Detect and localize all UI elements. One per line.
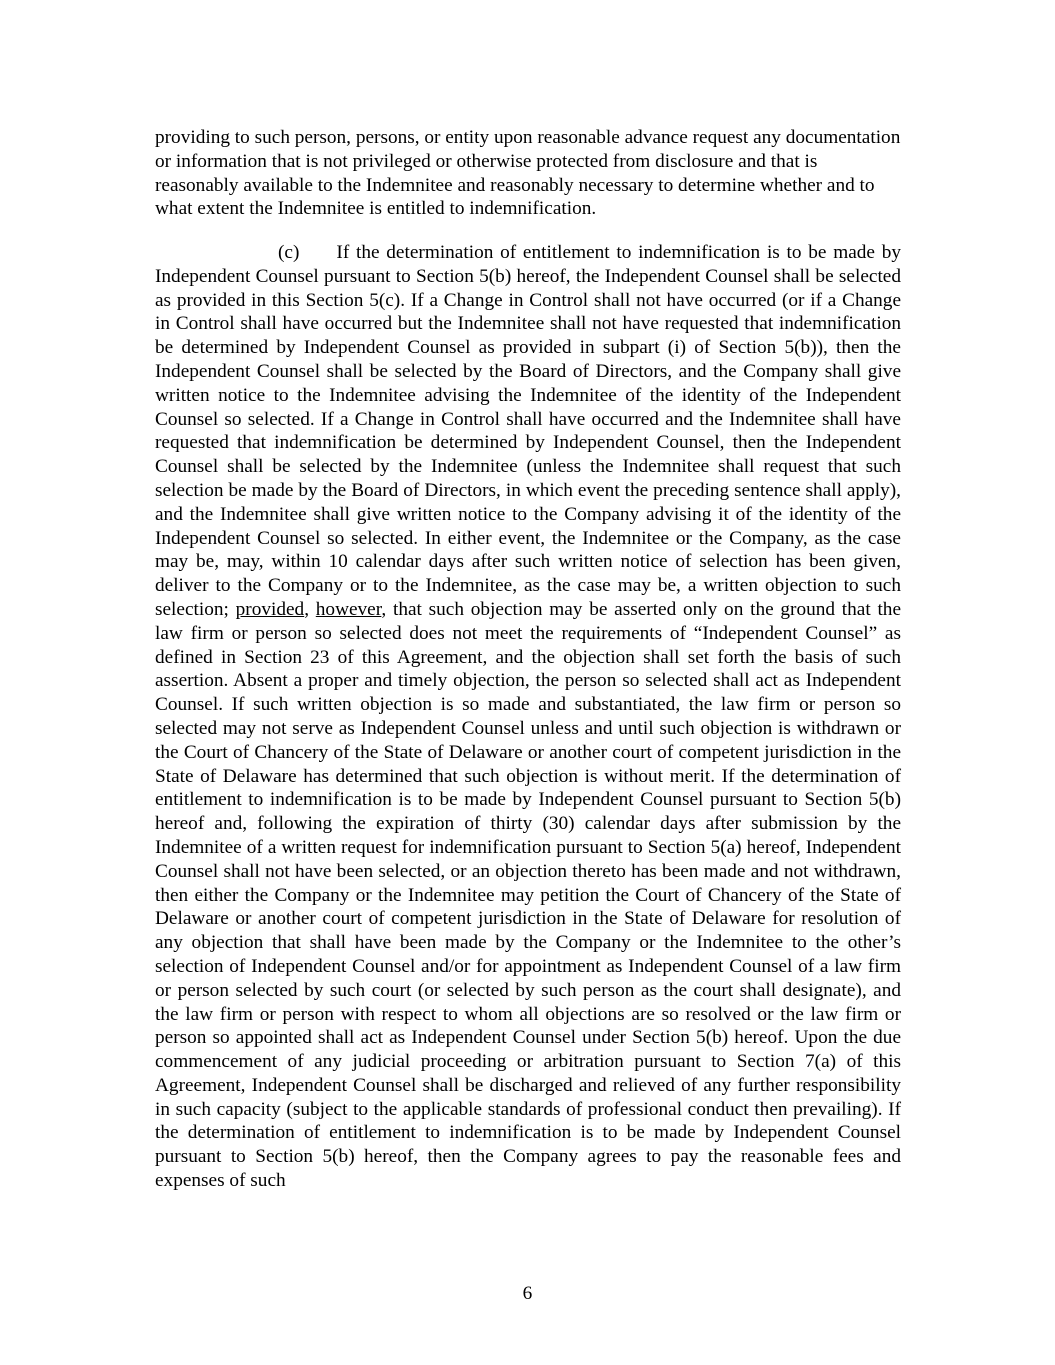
provided-term: provided <box>235 598 305 620</box>
section-5c-text-part2: that such objection may be asserted only on the ground that the law firm or person so selected does not meet the requirements of “Independent Counsel” as defined in Section 23 of this Agreement, and the objection shall set forth the basis of such assertion. Absent a proper and timely objection, the person so selected shall act as Independent Counsel. If such written objection is so made and substantiated, the law firm or person so selected may not serve as Independent Counsel unless and until such objection is withdrawn or the Court of Chancery of the State of Delaware or another court of competent jurisdiction in the State of Delaware has determined that such objection is without merit. If the determination of entitlement to indemnification is to be made by Independent Counsel pursuant to Section 5(b) hereof and, following the expiration of thirty (30) calendar days after submission by the Indemnitee of a written request for indemnification pursuant to Section 5(a) hereof, Independent Counsel shall not have been selected, or an objection thereto has been made and not withdrawn, then either the Company or the Indemnitee may petition the Court of Chancery of the State of Delaware or another court of competent jurisdiction in the State of Delaware for resolution of any objection that shall have been made by the Company or the Indemnitee to the other’s selection of Independent Counsel and/or for appointment as Independent Counsel of a law firm or person selected by such court (or selected by such person as the court shall designate), and the law firm or person with respect to whom all objections are so resolved or the law firm or person so appointed shall act as Independent Counsel under Section 5(b) hereof. Upon the due commencement of any judicial proceeding or arbitration pursuant to Section 7(a) of this Agreement, Independent Counsel shall be discharged and relieved of any further responsibility in such capacity (subject to the applicable standards of professional conduct then prevailing). If the determination of entitlement to indemnification is to be made by Independent Counsel pursuant to Section 5(b) hereof, then the Company agrees to pay the reasonable fees and expenses of such <box>155 598 902 1192</box>
section-label: (c) <box>278 242 300 263</box>
paragraph-continuation: providing to such person, persons, or entity upon reasonable advance request any documentation or information that is not privileged or otherwise protected from disclosure and that is reasonably available to the Indemnitee and reasonably necessary to determine whether and to what extent the Indemnitee is entitled to indemnification. <box>155 127 901 220</box>
section-5c-text-part1: If the determination of entitlement to indemnification is to be made by Independent Counsel pursuant to Section 5(b) hereof, the Independent Counsel shall be selected as provided in this Section 5(c). If a Change in Control shall not have occurred (or if a Change in Control shall have occurred but the Indemnitee shall not have requested that indemnification be determined by Independent Counsel as provided in subpart (i) of Section 5(b)), then the Independent Counsel shall be selected by the Board of Directors, and the Company shall give written notice to the Indemnitee advising the Indemnitee of the identity of the Independent Counsel so selected. If a Change in Control shall have occurred and the Indemnitee shall have requested that indemnification be determined by Independent Counsel, then the Independent Counsel shall be selected by the Indemnitee (unless the Indemnitee shall request that such selection be made by the Board of Directors, in which event the preceding sentence shall apply), and the Indemnitee shall give written notice to the Company advising it of the identity of the Independent Counsel so selected. In either event, the Indemnitee or the Company, as the case may be, may, within 10 calendar days after such written notice of selection has been given, deliver to the Company or to the Indemnitee, as the case may be, a written objection to such selection; <box>155 242 901 620</box>
page-number: 6 <box>522 1283 533 1304</box>
however-term: however <box>315 598 382 620</box>
paragraph-section-5c: (c) If the determination of entitlement to indemnification is to be made by Independent Counsel pursuant to Section 5(b) hereof, the Independent Counsel shall be selected as provided in this Section 5(c). If a Change in Control shall not have occurred (or if a Change in Control shall have occurred but the Indemnitee shall not have requested that indemnification be determined by Independent Counsel as provided in subpart (i) of Section 5(b)), then the Independent Counsel shall be selected by the Board of Directors, and the Company shall give written notice to the Indemnitee advising the Indemnitee of the identity of the Independent Counsel so selected. If a Change in Control shall have occurred and the Indemnitee shall have requested that indemnification be determined by Independent Counsel, then the Independent Counsel shall be selected by the Indemnitee (unless the Indemnitee shall request that such selection be made by the Board of Directors, in which event the preceding sentence shall apply), and the Indemnitee shall give written notice to the Company advising it of the identity of the Independent Counsel so selected. In either event, the Indemnitee or the Company, as the case may be, may, within 10 calendar days after such written notice of selection has been given, deliver to the Company or to the Indemnitee, as the case may be, a written objection to such selection; provided, however, that such objection may be asserted only on the ground that the law firm or person so selected does not meet the requirements of “Independent Counsel” as defined in Section 23 of this Agreement, and the objection shall set forth the basis of such assertion. Absent a proper and timely objection, the person so selected shall act as Independent Counsel. If such written objection is so made and substantiated, the law firm or person so selected may not serve as Independent Counsel unless and until such objection is withdrawn or the Court of Chancery of the State of Delaware or another court of competent jurisdiction in the State of Delaware has determined that such objection is without merit. If the determination of entitlement to indemnification is to be made by Independent Counsel pursuant to Section 5(b) hereof and, following the expiration of thirty (30) calendar days after submission by the Indemnitee of a written request for indemnification pursuant to Section 5(a) hereof, Independent Counsel shall not have been selected, or an objection thereto has been made and not withdrawn, then either the Company or the Indemnitee may petition the Court of Chancery of the State of Delaware or another court of competent jurisdiction in the State of Delaware for resolution of any objection that shall have been made by the Company or the Indemnitee to the other’s selection of Independent Counsel and/or for appointment as Independent Counsel of a law firm or person selected by such court (or selected by such person as the court shall designate), and the law firm or person with respect to whom all objections are so resolved or the law firm or person so appointed shall act as Independent Counsel under Section 5(b) hereof. Upon the due commencement of any judicial proceeding or arbitration pursuant to Section 7(a) of this Agreement, Independent Counsel shall be discharged and relieved of any further responsibility in such capacity (subject to the applicable standards of professional conduct then prevailing). If the determination of entitlement to indemnification is to be made by Independent Counsel pursuant to Section 5(b) hereof, then the Company agrees to pay the reasonable fees and expenses of such <box>155 242 902 1192</box>
